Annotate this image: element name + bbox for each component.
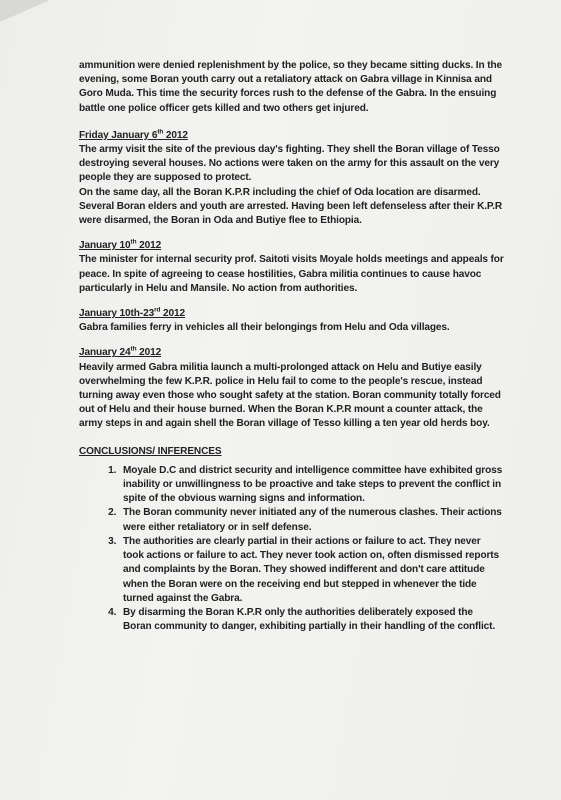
jan-10-23-paragraph: Gabra families ferry in vehicles all their belongings from Helu and Oda villages. [79, 322, 450, 334]
conclusions-heading: CONCLUSIONS/ INFERENCES [79, 445, 222, 457]
heading-jan-10-23: January 10th-23rd 2012 [79, 306, 185, 320]
heading-jan-24: January 24th 2012 [79, 346, 162, 359]
conclusion-item: 3. The authorities are clearly partial in their actions or failure to act. They never took actions or failure to act. They never took action on, often dismissed reports and complaints by the Boran. They showed indifferent and don't care attitude when the Boran were on the receiving end but stepped in whenever the tide turned against the Gabra. [119, 535, 504, 606]
conclusion-item: 1. Moyale D.C and district security and intelligence committee have exhibited gross inability or unwillingness to be proactive and take steps to prevent the conflict in spite of the obvious warning signs and information. [119, 464, 504, 507]
jan-6-paragraph-1: The army visit the site of the previous day's fighting. They shell the Boran village of Tesso destroying several houses. No actions were taken on the army for this assault on the very people they are supposed to protect. [79, 144, 500, 184]
jan-10-paragraph: The minister for internal security prof. Saitoti visits Moyale holds meetings and appeals for peace. In spite of agreeing to cease hostilities, Gabra militia continues to cause havoc particularly in Helu and Mansile. No action from authorities. [79, 254, 504, 294]
conclusions-list [79, 464, 504, 634]
jan-6-paragraph-2: On the same day, all the Boran K.P.R including the chief of Oda location are disarmed. Several Boran elders and youth are arrested. Having been left defenseless after their K.P.R were disarmed, the Boran in Oda and Butiye flee to Ethiopia. [79, 186, 503, 227]
document-body [79, 59, 504, 634]
heading-jan-6: Friday January 6th 2012 [79, 128, 188, 141]
conclusion-item: 2. The Boran community never initiated any of the numerous clashes. Their actions were either retaliatory or in self defense. [119, 506, 504, 534]
folded-corner [0, 0, 50, 22]
conclusion-item: 4. By disarming the Boran K.P.R only the authorities deliberately exposed the Boran community to danger, exhibiting partially in their handling of the conflict. [119, 606, 504, 634]
intro-paragraph: ammunition were denied replenishment by the police, so they became sitting ducks. In the evening, some Boran youth carry out a retaliatory attack on Gabra village in Kinnisa and Goro Muda. This time the security forces rush to the defense of the Gabra. In the ensuing battle one police officer gets killed and two others get injured. [79, 60, 503, 114]
jan-24-paragraph: Heavily armed Gabra militia launch a multi-prolonged attack on Helu and Butiye easily overwhelming the few K.P.R. police in Helu fail to come to the people's rescue, instead turning away even those who sought safety at the station. Boran community totally forced out of Helu and their house burned. When the Boran K.P.R mount a counter attack, the army steps in and again shell the Boran village of Tesso killing a ten year old herds boy. [79, 361, 501, 430]
heading-jan-10: January 10th 2012 [79, 238, 162, 252]
